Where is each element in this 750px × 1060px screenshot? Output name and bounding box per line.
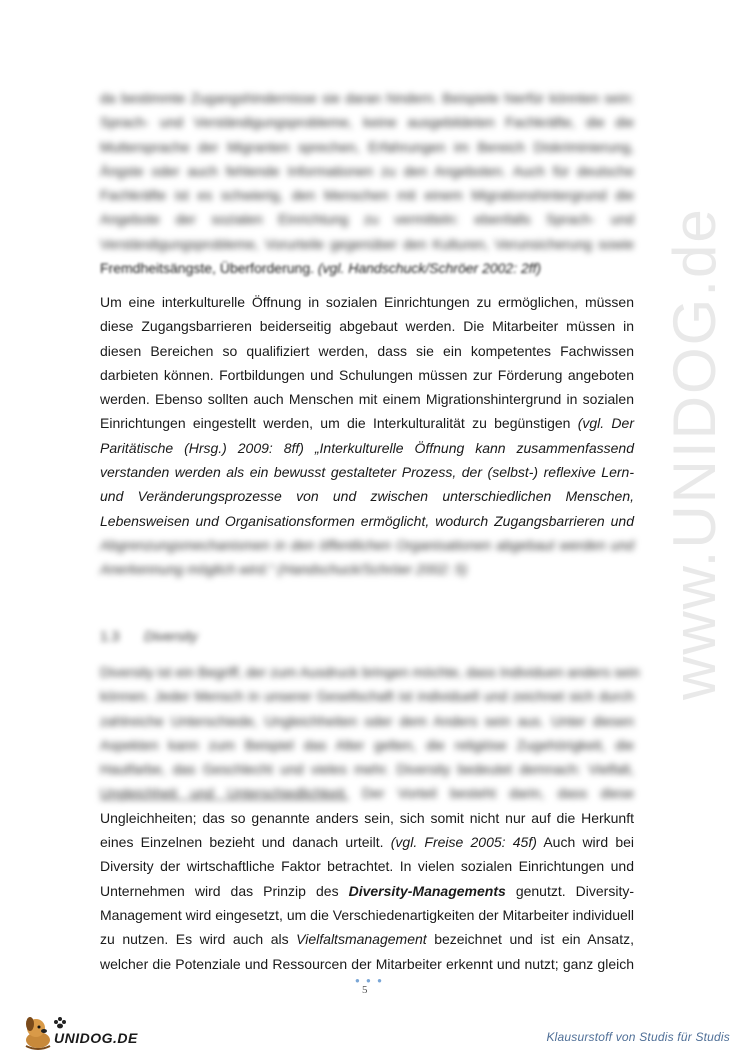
text-line: Diversity ist ein Begriff, der zum Ausdruck bringen möchte, dass Individuen anders sein [100,664,640,680]
text-segment: bezeichnet und ist ein Ansatz, [426,931,634,948]
italic-term: Vielfaltsmanagement [296,931,427,948]
text-line: zahlreiche Unterschiede, Ungleichheiten oder dem Anders sein aus. Unter diesen [100,712,634,729]
text-line: Sprach- und Verständigungsprobleme, keine ausgebildeten Fachkräfte, die die [100,114,634,131]
text-line: Muttersprache der Migranten sprechen, Erfahrungen im Bereich Diskriminierung, [100,138,634,155]
text-segment: genutzt. Diversity- [505,882,634,899]
text-line: da bestimmte Zugangshindernisse sie daran hindern. Beispiele hierfür könnten sein: [100,90,634,106]
text-line: Hautfarbe, das Geschlecht und vieles mehr. Diversity bedeutet demnach: Vielfalt, [100,761,634,778]
paragraph-1 [100,86,634,280]
text-line: Lebensweisen und Organisationsformen ermöglicht, wodurch Zugangsbarrieren und [100,512,634,529]
text-line [100,411,634,435]
text-line: Fachkräfte ist es schwierig, den Menschen mit einem Migrationshintergrund die [100,187,634,204]
text-line: Aspekten kann zum Beispiel das Alter gelten, die religiöse Zugehörigkeit, die [100,736,634,753]
text-line: Verständigungsprobleme, Vorurteile gegenüber den Kulturen, Verunsicherung sowie [100,235,634,252]
text-line: Anerkennung möglich wird.“ (Handschuck/Schröer 2002: 5) [100,561,468,578]
citation: (vgl. Der [577,415,634,432]
text-segment: eines Einzelnen bezieht und danach urteilt. [100,834,391,851]
page-dots-icon: ● ● ● [355,976,384,985]
text-line: Angebote der sozialen Einrichtung zu vermitteln: ebenfalls Sprach- und [100,211,634,228]
text-line: und Veränderungsprozesse von und zwischen unterschiedlichen Menschen, [100,488,634,505]
page-number: 5 [362,984,368,996]
text-segment: zu nutzen. Es wird auch als [100,931,297,948]
text-line: Abgrenzungsmechanismen in den öffentlichen Organisationen abgebaut werden und [100,536,634,553]
text-line: Um eine interkulturelle Öffnung in sozialen Einrichtungen zu ermöglichen, müssen [100,294,634,310]
text-line: Paritätische (Hrsg.) 2009: 8ff) „Interkulturelle Öffnung kann zusammenfassend [100,439,634,456]
footer-slogan: Klausurstoff von Studis für Studis [546,1030,730,1044]
text-line: diesen Bereichen so qualifiziert werden, dass sie ein kompetentes Fachwissen [100,342,634,359]
citation: (vgl. Handschuck/Schröer 2002: 2ff) [317,260,542,277]
text-line [100,256,634,280]
text-segment: Unternehmen wird das Prinzip des [100,882,349,899]
section-title: Diversity [144,628,198,644]
text-line: welcher die Potenziale und Ressourcen der Mitarbeiter erkennt und nutzt; ganz gleich [100,955,634,972]
text-line: verstanden werden als ein bewusst gestalteter Prozess, der (selbst-) reflexive Lern- [100,464,634,481]
section-heading [100,628,198,644]
text-line: diese Zugangsbarrieren beiderseitig abgebaut werden. Die Mitarbeiter müssen in [100,318,634,335]
text-line: Ungleichheiten; das so genannte anders sein, sich somit nicht nur auf die Herkunft [100,809,634,826]
text-line: werden. Ebenso sollten auch Menschen mit einem Migrationshintergrund in sozialen [100,391,634,408]
text-line [100,781,634,805]
paragraph-3 [100,660,640,976]
text-line: Ängste oder auch fehlende Informationen zu den Angeboten. Auch für deutsche [100,162,634,179]
text-line: können. Jeder Mensch in unserer Gesellschaft ist individuell und zeichnet sich durch [100,688,634,705]
text-segment: Der Vorteil besteht darin, dass diese [348,785,634,802]
text-line: Diversity der wirtschaftliche Faktor betrachtet. In vielen sozialen Einrichtungen und [100,858,634,875]
watermark: www.UNIDOG.de [661,207,728,700]
text-segment: Fremdheitsängste, Überforderung. [100,260,318,277]
text-line [100,879,634,903]
paragraph-2 [100,290,634,582]
underlined-text: Ungleichheit und Unterschiedlichkeit. [100,785,349,802]
logo-text: UNIDOG.DE [54,1030,138,1046]
text-segment: Auch wird bei [536,834,634,851]
citation: (vgl. Freise 2005: 45f) [390,834,537,851]
text-line: darbieten können. Fortbildungen und Schulungen müssen zur Förderung angeboten [100,366,634,383]
bold-term: Diversity-Managements [348,882,506,899]
text-line: Management wird eingesetzt, um die Verschiedenartigkeiten der Mitarbeiter individuell [100,906,634,923]
text-segment: Einrichtungen eingestellt werden, um die Interkulturalität zu begünstigen [100,415,578,432]
text-line [100,927,634,951]
section-number: 1.3 [100,628,120,644]
text-line [100,830,634,854]
